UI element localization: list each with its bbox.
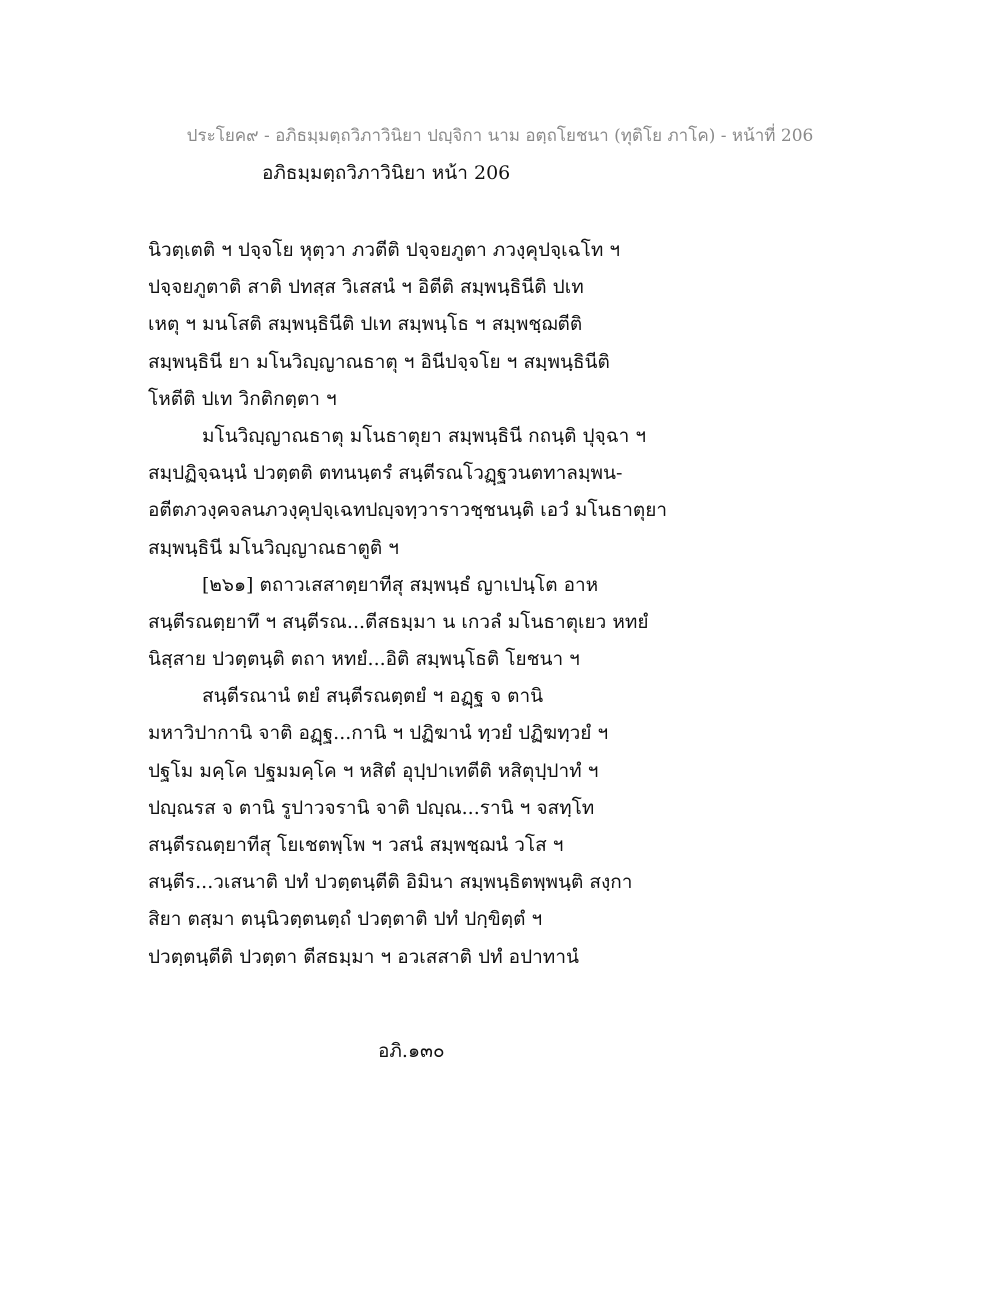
text-line: มโนวิญฺญาณธาตุ มโนธาตุยา สมฺพนฺธินี กถนฺติ ปุจฺฉา ฯ <box>202 424 647 447</box>
text-line: สนฺตีรณานํ ตยํ สนฺตีรณตฺตยํ ฯ อฏฺฐ จ ตานิ <box>202 685 544 708</box>
text-line: นิสฺสาย ปวตฺตนฺติ ตถา หทยํ...อิติ สมฺพนฺโธติ โยชนา ฯ <box>148 648 580 671</box>
text-line: ปวตฺตนฺตีติ ปวตฺตา ตีสธมฺมา ฯ อวเสสาติ ปทํ อปาทานํ <box>148 945 579 968</box>
text-line: สิยา ตสฺมา ตนฺนิวตฺตนตฺถํ ปวตฺตาติ ปทํ ปกฺขิตฺตํ ฯ <box>148 908 543 931</box>
text-line: สนฺตีรณตฺยาทีสุ โยเชตพฺโพ ฯ วสนํ สมฺพชฺฌนํ วโส ฯ <box>148 834 564 856</box>
body-text <box>148 232 868 976</box>
text-line: มหาวิปากานิ จาติ อฏฺฐ...กานิ ฯ ปฏิฆานํ ทฺวยํ ปฏิฆทฺวยํ ฯ <box>148 722 609 745</box>
footer-reference: อภิ.๑๓๐ <box>378 1040 445 1062</box>
text-line: นิวตฺเตติ ฯ ปจฺจโย หุตฺวา ภวตีติ ปจฺจยภูตา ภวงฺคุปจฺเฉโท ฯ <box>148 239 621 261</box>
text-line: สนฺตีร...วเสนาติ ปทํ ปวตฺตนฺตีติ อิมินา สมฺพนฺธิตพฺพนฺติ สงฺกา <box>148 871 633 894</box>
text-line: ปญฺณรส จ ตานิ รูปาวจรานิ จาติ ปญฺณ...รานิ ฯ จสทฺโท <box>148 796 595 819</box>
text-line: [๒๖๑] ตถาวเสสาตฺยาทีสุ สมฺพนฺธํ ญาเปนฺโต อาห <box>202 573 599 596</box>
page-title: อภิธมฺมตฺถวิภาวินิยา หน้า 206 <box>262 162 511 184</box>
running-header: ประโยค๙ - อภิธมฺมตฺถวิภาวินิยา ปญฺจิกา นาม อตฺถโยชนา (ทุติโย ภาโค) - หน้าที่ 206 <box>186 126 814 146</box>
text-line: ปฐโม มคฺโค ปฐมมคฺโค ฯ หสิตํ อุปฺปาเทตีติ หสิตุปฺปาทํ ฯ <box>148 759 599 782</box>
text-line: สมฺพนฺธินี ยา มโนวิญฺญาณธาตุ ฯ อินีปจฺจโย ฯ สมฺพนฺธินีติ <box>148 350 610 373</box>
text-line: สมฺพนฺธินี มโนวิญฺญาณธาตูติ ฯ <box>148 536 399 559</box>
text-line: สมฺปฏิจฺฉนฺนํ ปวตฺตติ ตทนนฺตรํ สนฺตีรณโวฏฺฐวนตทาลมฺพน- <box>148 462 623 485</box>
text-line: เหตุ ฯ มนโสติ สมฺพนฺธินีติ ปเท สมฺพนฺโธ ฯ สมฺพชฺฌตีติ <box>148 313 583 336</box>
text-line: โหตีติ ปเท วิกติกตฺตา ฯ <box>148 387 337 410</box>
text-line: สนฺตีรณตฺยาทึ ฯ สนฺตีรณ...ตีสธมฺมา น เกวลํ มโนธาตุเยว หทยํ <box>148 610 649 633</box>
text-line: ปจฺจยภูตาติ สาติ ปทสฺส วิเสสนํ ฯ อิตีติ สมฺพนฺธินีติ ปเท <box>148 276 584 299</box>
text-line: อตีตภวงฺคจลนภวงฺคุปจฺเฉทปญฺจทฺวาราวชฺชนนฺติ เอวํ มโนธาตุยา <box>148 499 668 522</box>
